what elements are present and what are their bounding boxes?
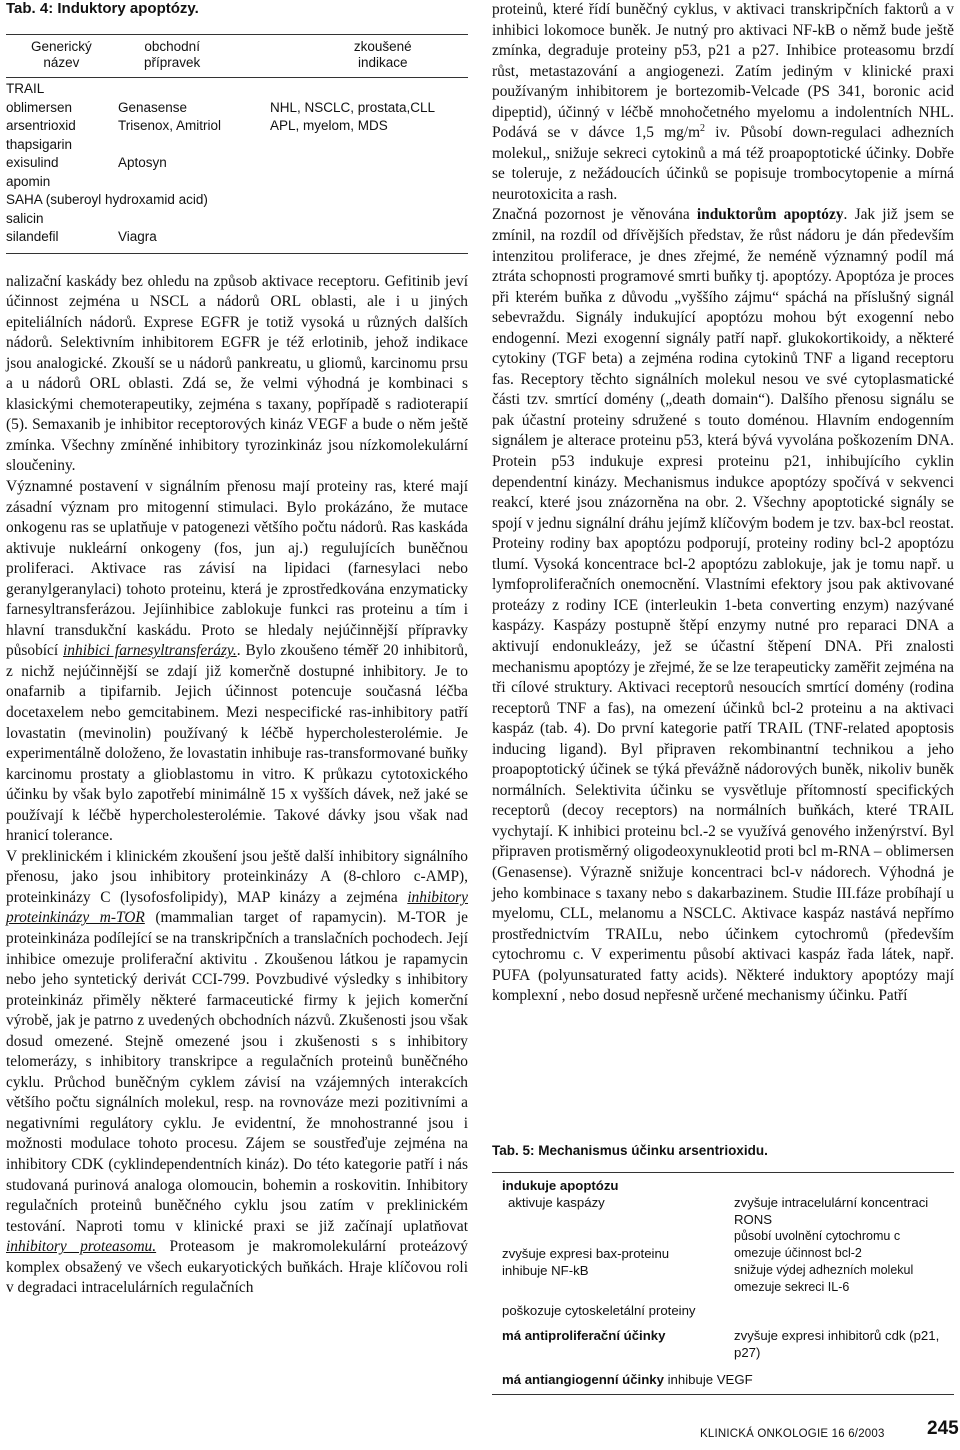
left-column bbox=[6, 0, 468, 1299]
bold-term: induktorům apoptózy bbox=[696, 206, 844, 224]
table4-row: oblimersen Genasense NHL, NSCLC, prostata,CLL bbox=[6, 99, 436, 115]
paragraph: Významné postavení v signálním přenosu mají proteiny ras, které mají zásadní význam pro mitogenní stimulaci. Bylo prokázáno, že mutace onkogenu ras se uplatňuje v patogenezi většího počtu nádorů. Ras kaskáda aktivuje nukleární onkogeny (fos, jun aj.) regulujících buněčnou proliferaci. Aktivace ras závisí na lipidaci (farnesylaci nebo geranylgeranylaci) tohoto proteinu, která je zprostředkována enzymaticky farnesyltransferázou. Jejíinhibice zablokuje funkci ras proteinu a tím i hlavní transdukční kaskádu. Proto se hledaly nejúčinnější přípravky působící inhibici farnesyltransferázy.. Bylo zkoušeno téměř 20 inhibitorů, z nichž nejúčinnější se zdají již komerčně dostupné inhibitory. Je to onafarnib a tipifarnib. Jejich účinnost potencuje současná léčba docetaxelem nebo gemcitabinem. Mezi nespecifické ras-inhibitory patří lovastatin (mevinolin) používaný k léčbě hypercholesterolémie. Je experimentálně doloženo, že lovastatin inhibuje ras-transformované buňky karcinomu prostaty a glioblastomu in vitro. K průkazu cytotoxického účinku by však bylo zapotřebí minimálně 15 x vyšších dávek, než jaké se používají k léčbě hypercholesterolémie. Takové dávky jsou však nad hranicí tolerance. bbox=[6, 477, 468, 845]
table5-row: aktivuje kaspázy zvyšuje intracelulární koncentraci RONS bbox=[508, 1195, 929, 1227]
table4-row: exisulind Aptosyn bbox=[6, 155, 167, 170]
emphasis-link-text: inhibici farnesyltransferázy. bbox=[63, 642, 237, 660]
table5-row: zvyšuje expresi bax-proteinu omezuje účinnost bcl-2 bbox=[502, 1246, 862, 1261]
page-number: 245 bbox=[927, 1418, 959, 1439]
paragraph: Značná pozornost je věnována induktorům apoptózy. Jak již jsem se zmínil, na rozdíl od dřívějších představ, že růst nádoru je dán především intenzitou proliferace, je dnes zřejmé, že neméně významný podíl má ztráta schopnosti programové smrti buňky tj. apoptózy. Apoptóza je proces při kterém buňka z důvodu „vyššího zájmu“ spáchá na příslušný signál sebevraždu. Signály indukující apoptózu mohou být exogenní nebo endogenní. Mezi exogenní signály patří např. glukokortikoidy, a některé cytokiny (TGF beta) a zejména rodina cytokinů TNF a ligand receptoru fas. Receptory těchto signálních molekul nesou ve své cytoplasmatické části tzv. smrtící domény („death domain“). Dalšího přenosu signálu se pak účastní proteiny sdružené s touto doménou. Hlavním endogenním signálem je alterace proteinu p53, která bývá vyvolána poškozením DNA. Protein p53 indukuje expresi proteinu p21, inhibujícího cyklin dependentní kinázy. Mechanismus indukce apoptózy spočívá v sekvenci reakcí, které jsou znázorněna na obr. 2. Všechny apoptotické signály se spojí v jednu signální dráhu jejímž klíčovým bodem je tzv. bax-bcl reostat. Proteiny rodiny bax apoptózu podporují, proteiny rodiny bcl-2 apoptózu tlumí. Vysoká koncentrace bcl-2 apoptózu zablokuje, jak je tomu např. u lymfoproliferačních onemocnění. Vlastními efektory jsou pak aktivované proteázy z rodiny ICE (interleukin 1-beta converting enzym) nazývané kaspázy. Kaspázy postupně štěpí enzymy nutné pro reparaci DNA a aktivují endonukleázy, jež se účastní štěpení DNA. Při znalosti mechanismu apoptózy je zřejmé, že se lze terapeuticky zaměřit zejména na tři cílové struktury. Aktivaci receptorů nesoucích smrtící domény (rodina receptorů TNF a fas), na omezení účinků bcl-2 proteinu a na aktivaci kaspáz (tab. 4). Do první kategorie patří TRAIL (TNF-related apoptosis inducing ligand). Byl připraven rekombinantní technikou a jeho proapoptotický účinek se týká převážně nádorových buněk, nikoliv buněk normálních. Selektivita účinku se vysvětluje přítomností specifických receptorů (decoy receptors) na normálních buňkách, které TRAIL vychytají. K inhibici proteinu bcl.-2 se využívá genového inženýrství. Byl připraven protisměrný oligodeoxynukleotid proti bcl m-RNA – oblimersen (Genasense). Výrazně snižuje koncentraci bcl-v nádorech. Výhodná je jeho kombinace s taxany nebo s dakarbazinem. Studie III.fáze probíhají u myelomu, CLL, melanomu a NSCLC. Aktivace kaspáz nastává nepřímo prostřednictvím TRAILu, nebo účinkem cytochromů (především cytochromu c. V experimentu působí aktivaci kaspáz řada látek, např. PUFA (polyunsaturated fatty acids). Některé induktory apoptózy mají komplexní , nebo dosud nepřesně určené mechanismy účinku. Patří bbox=[492, 206, 955, 1005]
paragraph: V preklinickém i klinickém zkoušení jsou ještě další inhibitory signálního přenosu, jako jsou inhibitory proteinkinázy A (8-chloro c-AMP), proteinkinázy C (lysofosfolipidy), MAP kinázy a zejména inhibitory proteinkinázy m-TOR (mammalian target of rapamycin). M-TOR je proteinkináza podílející se na transkripčních a translačních pochodech. Její inhibice omezuje proliferační aktivitu . Zkoušenou látkou je rapamycin nebo jeho syntetický derivát CCI-799. Povzbudivé výsledky s inhibitory proteinkináz přiměly některé farmaceutické firmy k jejich komerční výrobě, jak je patrno z uvedených obchodních názvů. Zkušenosti jsou však dosud omezené. Stejně omezené jsou i zkušenosti s s inhibitory telomerázy, s inhibitory transkripce a regulačních proteinů buněčného cyklu. Průchod buněčným cyklem závisí na vzájemných interakcích většího počtu signálních molekul, resp. na rovnováze mezi pozitivními a negativními regulátory cyklu. Je evidentní, že mnohostranné jsou i možnosti modulace tohoto procesu. Zájem se soustřeďuje zejména na inhibitory CDK (cyklindependentních kináz). Do této kategorie patří i nás studovaná purinová analoga olomoucin, bohemin a roskovitin. Inhibitory regulačních proteinů buněčného cyklu jsou zatím v preklinickém testování. Naproti tomu v klinické praxi se již začínají uplatňovat inhibitory proteasomu. Proteasom je makromolekulární proteázový komplex obsažený ve všech eukaryotických buňkách. Hraje klíčovou roli v degradaci intracelulárních regulačních bbox=[6, 847, 469, 1297]
table4-row: SAHA (suberoyl hydroxamid acid) bbox=[6, 192, 208, 207]
table4-row: TRAIL bbox=[6, 81, 45, 96]
table5-row: poškozuje cytoskeletální proteiny bbox=[502, 1303, 696, 1318]
table5-row: indukuje apoptózu bbox=[502, 1178, 619, 1193]
left-body-text bbox=[6, 272, 468, 1299]
table5-row: má antiangiogenní účinky inhibuje VEGF bbox=[502, 1372, 753, 1387]
table4-row: arsentrioxid Trisenox, Amitriol APL, myelom, MDS bbox=[6, 118, 388, 133]
table4-row: thapsigarin bbox=[6, 136, 73, 152]
table4 bbox=[6, 34, 468, 254]
table4-row: silandefil Viagra bbox=[6, 229, 157, 244]
table5-row: má antiproliferační účinky zvyšuje expresi inhibitorů cdk (p21, p27) bbox=[502, 1328, 940, 1360]
table4-row: salicin bbox=[6, 210, 44, 226]
table5-row: omezuje sekreci IL-6 bbox=[734, 1280, 850, 1294]
journal-footer: KLINICKÁ ONKOLOGIE 16 6/2003 bbox=[700, 1428, 885, 1440]
table4-header-col1: Generický název bbox=[31, 39, 92, 70]
paragraph: nalizační kaskády bez ohledu na způsob aktivace receptoru. Gefitinib jeví účinnost zejména u NSCL a nádorů ORL oblasti, ale i u jiných epiteliálních nádorů. Exprese EGFR je totiž vysoká u různých dalších nádorů. Selektivním inhibitorem EGFR je též erlotinib, jehož indikace jsou analogické. Zkouší se u nádorů pankreatu, u gliomů, karcinomu prsu a u nádorů ORL oblasti. Zdá se, že velmi výhodná je kombinaci s klasickými chemoterapeutiky, zejména s taxany, popřípadě s radioterapií (5). Semaxanib je inhibitor receptorových kináz VEGF a bude o něm ještě zmínka. Všechny zmíněné inhibitory tyrozinkináz jsou nízkomolekulární sloučeniny. bbox=[6, 272, 468, 475]
table5-title: Tab. 5: Mechanismus účinku arsentrioxidu. bbox=[492, 1143, 768, 1158]
table4-title: Tab. 4: Induktory apoptózy. bbox=[6, 0, 199, 17]
right-body-text bbox=[492, 0, 954, 1007]
table4-header-col3: zkoušené indikace bbox=[353, 39, 412, 70]
paragraph: proteinů, které řídí buněčný cyklus, v aktivaci transkripčních faktorů a v inhibici lokomoce buněk. Je nutný pro aktivaci NF-kB o němž bude ještě zmínka, degraduje proteiny p53, p21 a p27. Inhibice proteasomu brzdí růst, metastazování a angiogenezi. Zatím jediným v klinické praxi používaným inhibitorem je bortezomib-Velcade (PS 341, boronic acid dipeptid), účinný v léčbě mnohočetného myelomu a indolentních NHL. Podává se v dávce 1,5 $mg/m^2$ iv. Působí down-regulaci adhezních molekul,, snižuje sekreci cytokinů a má též proapoptotické účinky. Dobře se toleruje, z nežádoucích účinků se popisuje trombocytopenie a mírná neurotoxicita a rash. bbox=[492, 1, 954, 203]
table5 bbox=[492, 1172, 954, 1395]
table4-header bbox=[6, 39, 468, 78]
table5-row: působí uvolnění cytochromu c bbox=[734, 1229, 901, 1243]
table4-row: apomin bbox=[6, 173, 51, 189]
table4-header-col2: obchodní přípravek bbox=[144, 39, 201, 70]
emphasis-link-text: inhibitory proteasomu. bbox=[6, 1238, 157, 1256]
table5-row: inhibuje NF-kB snižuje výdej adhezních molekul bbox=[502, 1263, 914, 1278]
emphasis-link-text: inhibitory proteinkinázy m-TOR bbox=[6, 888, 468, 927]
right-column bbox=[492, 0, 955, 1387]
